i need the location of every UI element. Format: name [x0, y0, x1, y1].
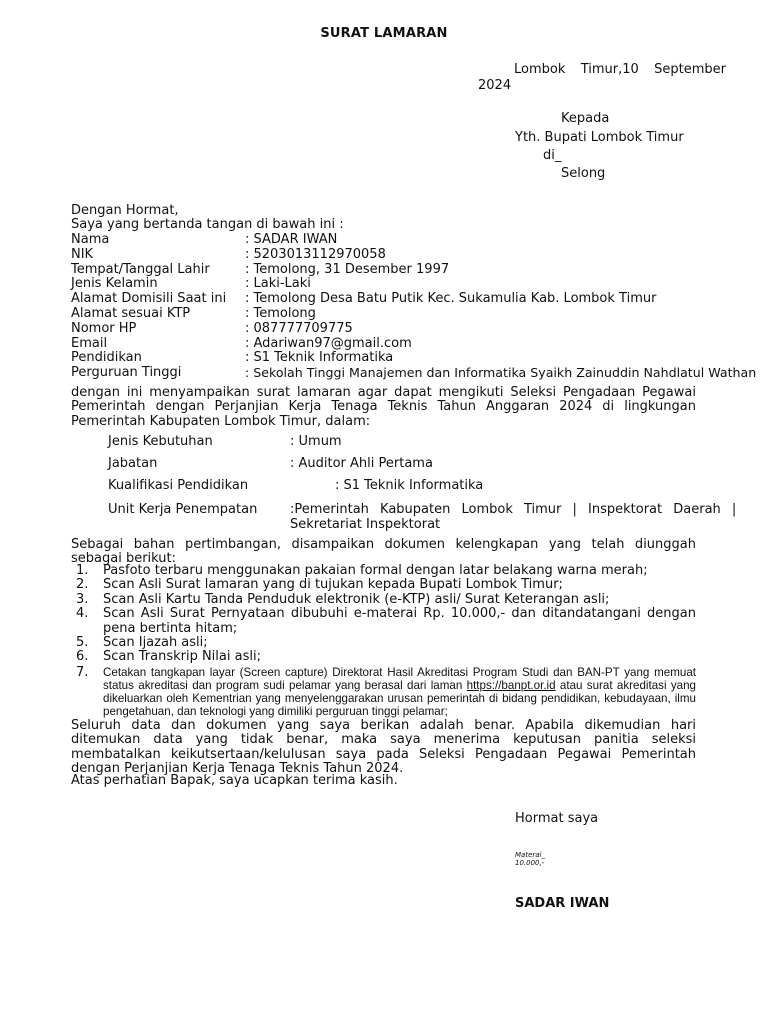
identity-row [71, 366, 756, 381]
document-list [71, 564, 696, 719]
list-text: Scan Asli Surat Pernyataan dibubuhi e-materai Rp. 10.000,- dan ditandatangani dengan pena bertinta hitam; [103, 606, 696, 636]
jabatan-label: Jabatan [108, 456, 158, 471]
application-paragraph: dengan ini menyampaikan surat lamaran agar dapat mengikuti Seleksi Pengadaan Pegawai Pemerintah dengan Perjanjian Kerja Tenaga Teknis Tahun Anggaran 2024 di lingkungan Pemerintah Kabupaten Lombok Timur, dalam: [71, 385, 696, 429]
identity-value: : 087777709775 [245, 320, 353, 336]
list-item [71, 650, 696, 664]
identity-row [71, 351, 756, 366]
statement-paragraph: Seluruh data dan dokumen yang saya berikan adalah benar. Apabila dikemudian hari ditemukan data yang tidak benar, maka saya menerima keputusan panitia seleksi membatalkan keikutsertaan/kelulusan saya pada Seleksi Pengadaan Pegawai Pemerintah dengan Perjanjian Kerja Tenaga Teknis Tahun 2024. [71, 718, 696, 777]
greeting: Dengan Hormat, [71, 203, 179, 218]
unit-value-line1 [290, 502, 737, 517]
identity-row [71, 292, 756, 307]
date-month: September [654, 62, 726, 77]
identity-row [71, 277, 756, 292]
date-place-1: Lombok [514, 62, 566, 77]
date-place-2: Timur,10 [580, 62, 639, 77]
list-number: 2. [76, 577, 89, 593]
list-item [71, 578, 696, 592]
list-number: 6. [76, 649, 89, 665]
signer-name: SADAR IWAN [515, 896, 610, 911]
recipient-place: Selong [561, 166, 606, 181]
closing-line: Atas perhatian Bapak, saya ucapkan terima kasih. [71, 773, 398, 788]
list-item [71, 564, 696, 578]
banpt-link[interactable]: https://banpt.or.id [466, 679, 556, 693]
identity-value: : Temolong Desa Batu Putik Kec. Sukamulia Kab. Lombok Timur [245, 291, 657, 307]
recipient-kepada: Kepada [561, 111, 610, 126]
identity-value: : SADAR IWAN [245, 232, 338, 247]
identity-label: Alamat sesuai KTP [71, 305, 191, 321]
identity-value: : Temolong [245, 305, 316, 321]
date-year: 2024 [478, 78, 512, 93]
identity-row [71, 307, 756, 322]
recipient-di: di_ [543, 148, 562, 163]
list-text: Scan Asli Kartu Tanda Penduduk elektronik (e-KTP) asli/ Surat Keterangan asli; [103, 591, 610, 607]
identity-value: : Temolong, 31 Desember 1997 [245, 261, 450, 277]
identity-value: : Adariwan97@gmail.com [245, 335, 412, 351]
materai-line1: Materai_ [515, 851, 545, 859]
materai-line2: 10.000,- [515, 859, 545, 867]
consideration-paragraph: Sebagai bahan pertimbangan, disampaikan dokumen kelengkapan yang telah diunggah sebagai berikut: [71, 537, 696, 567]
letter-date [514, 62, 726, 78]
list-number: 3. [76, 591, 89, 607]
unit-value-line2: Sekretariat Inspektorat [290, 517, 441, 532]
identity-row [71, 263, 756, 278]
identity-label: Jenis Kelamin [71, 276, 158, 292]
identity-value: : Laki-Laki [245, 276, 311, 292]
list-item [71, 636, 696, 650]
identity-value: : S1 Teknik Informatika [245, 350, 394, 366]
list-text: Scan Asli Surat lamaran yang di tujukan kepada Bupati Lombok Timur; [103, 577, 563, 593]
kualifikasi-label: Kualifikasi Pendidikan [108, 478, 249, 493]
identity-row [71, 233, 756, 248]
list-item [71, 666, 696, 719]
intro-line: Saya yang bertanda tangan di bawah ini : [71, 217, 344, 232]
list-number: 5. [76, 635, 89, 651]
unit-value-text: :Pemerintah Kabupaten Lombok Timur | Inspektorat Daerah | [290, 502, 737, 517]
identity-table [71, 233, 756, 381]
identity-label: Perguruan Tinggi [71, 365, 182, 381]
materai-stamp [515, 851, 545, 867]
identity-label: Pendidikan [71, 350, 142, 366]
identity-row [71, 322, 756, 337]
identity-label: Alamat Domisili Saat ini [71, 291, 227, 307]
letter-title: SURAT LAMARAN [320, 26, 448, 41]
identity-label: Nomor HP [71, 320, 137, 336]
list-number: 4. [76, 606, 89, 622]
list-text-part: Cetakan tangkapan layar (Screen capture) Direktorat Hasil Akreditasi Program Studi dan BAN-PT yang memuat status akreditasi dan program sudi pelamar yang berasal dari laman [103, 665, 696, 693]
unit-label: Unit Kerja Penempatan [108, 502, 258, 517]
list-item [71, 593, 696, 607]
list-text [103, 666, 696, 719]
identity-label: Email [71, 335, 108, 351]
list-number: 7. [76, 664, 89, 680]
identity-row [71, 248, 756, 263]
recipient-name: Yth. Bupati Lombok Timur [515, 130, 684, 145]
kebutuhan-label: Jenis Kebutuhan [108, 434, 213, 449]
identity-value: : Sekolah Tinggi Manajemen dan Informatika Syaikh Zainuddin Nahdlatul Wathan [245, 365, 757, 381]
kualifikasi-value: : S1 Teknik Informatika [335, 478, 484, 493]
identity-value: : 5203013112970058 [245, 246, 386, 262]
hormat-saya: Hormat saya [515, 811, 599, 826]
identity-row [71, 337, 756, 352]
list-text-part: atau surat akreditasi yang dikeluarkan oleh Kementrian yang menyelenggarakan urusan pemerintah di bidang pendidikan, kebudayaan, ilmu pengetahuan, dan teknologi yang dimiliki perguruan tinggi pelamar; [103, 679, 697, 719]
list-text: Pasfoto terbaru menggunakan pakaian formal dengan latar belakang warna merah; [103, 563, 648, 578]
identity-label: Tempat/Tanggal Lahir [71, 261, 210, 277]
list-text: Scan Ijazah asli; [103, 635, 208, 651]
list-item [71, 607, 696, 636]
jabatan-value: : Auditor Ahli Pertama [290, 456, 433, 471]
list-text: Scan Transkrip Nilai asli; [103, 649, 261, 665]
identity-label: Nama [71, 232, 110, 247]
list-number: 1. [76, 563, 89, 578]
kebutuhan-value: : Umum [290, 434, 342, 449]
identity-label: NIK [71, 246, 94, 262]
